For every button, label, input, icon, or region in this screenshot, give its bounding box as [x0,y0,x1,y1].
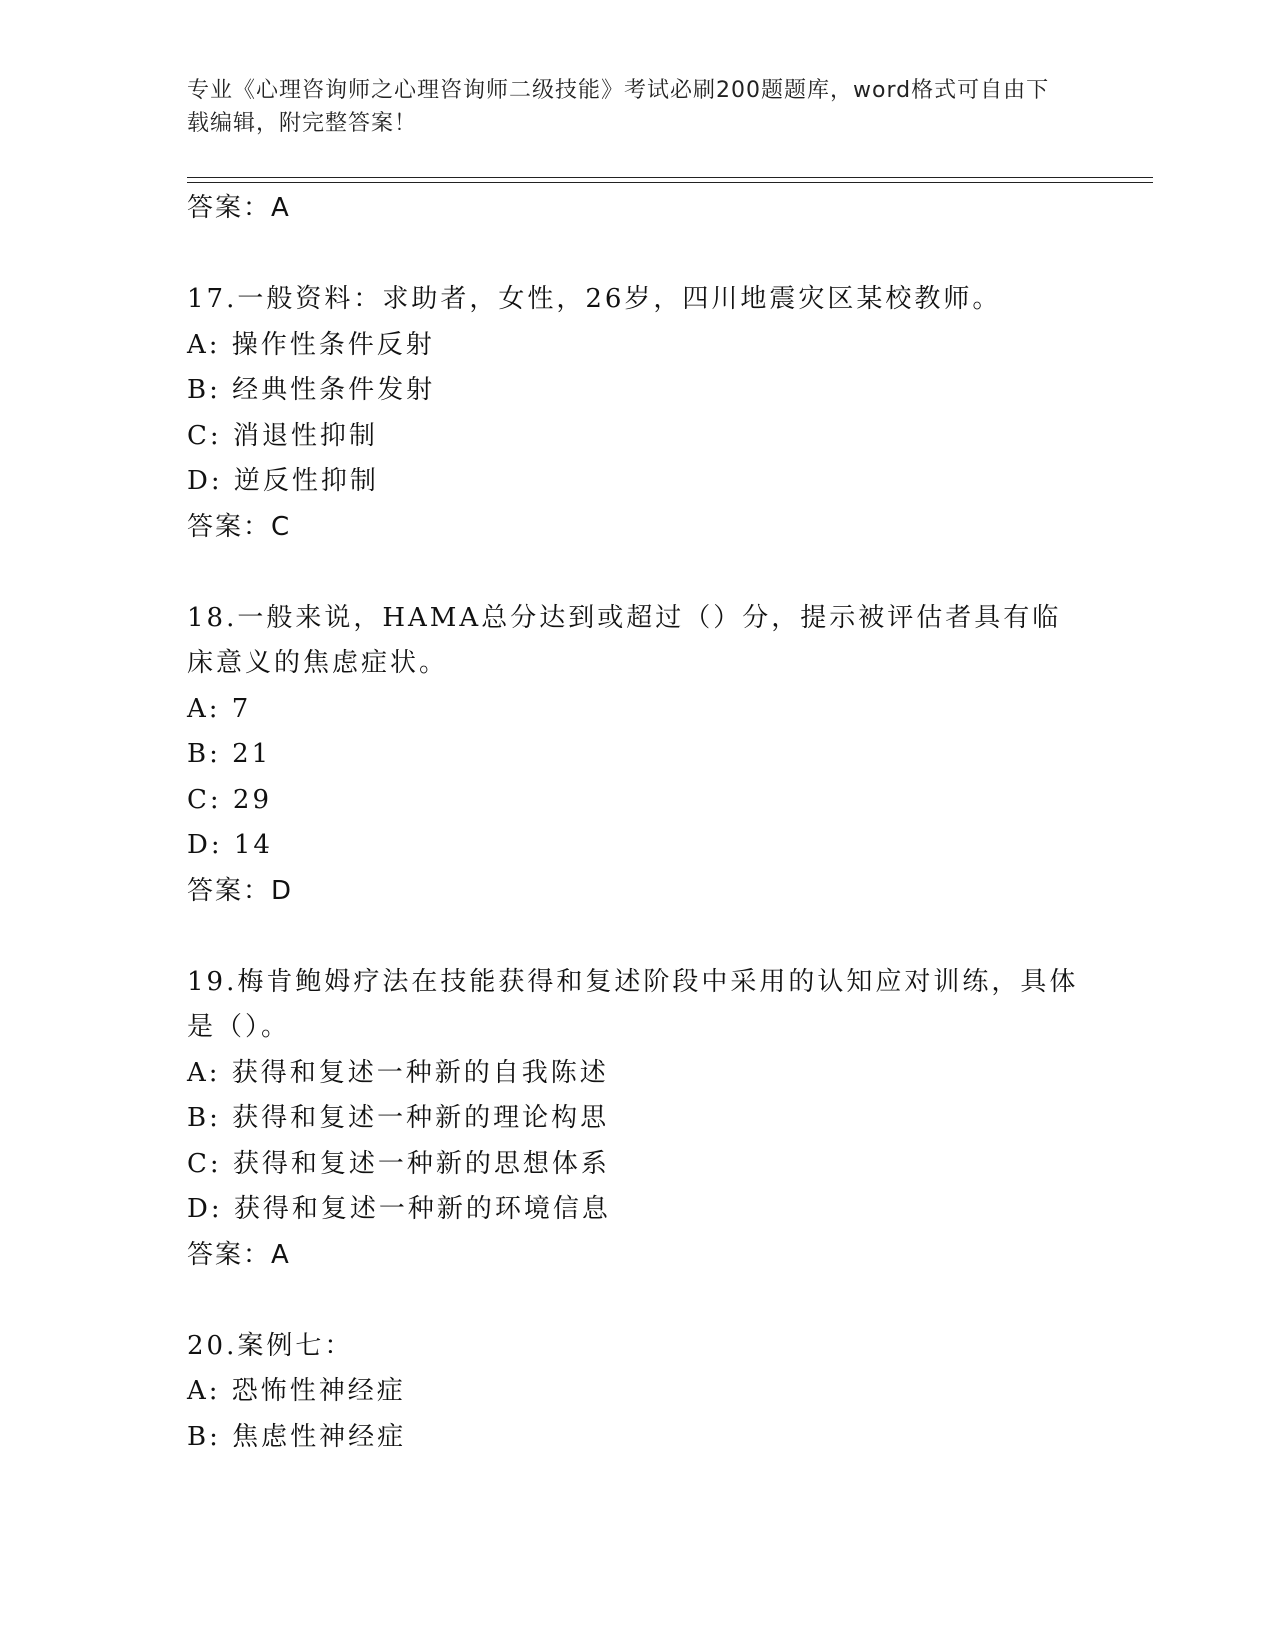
option-b: B: 经典性条件发射 [187,375,436,405]
question-20 [187,1324,1087,1461]
spacer [187,1278,1087,1324]
question-stem: 19.梅肯鲍姆疗法在技能获得和复述阶段中采用的认知应对训练，具体是（）。 [187,966,1079,1042]
question-answer: 答案：A [187,1239,291,1270]
question-19 [187,960,1087,1279]
option-b: B: 获得和复述一种新的理论构思 [187,1103,610,1133]
option-d: D: 14 [187,830,273,860]
question-list [187,186,1087,1460]
spacer [187,550,1087,596]
question-18 [187,596,1087,915]
option-b: B: 21 [187,739,272,769]
previous-answer: 答案：A [187,193,291,223]
spacer [187,914,1087,960]
option-c: C: 获得和复述一种新的思想体系 [187,1148,610,1179]
header-rule-bottom [187,182,1153,183]
option-c: C: 消退性抑制 [187,420,378,451]
option-b: B: 焦虑性神经症 [187,1421,407,1452]
question-stem: 18.一般来说，HAMA总分达到或超过（）分，提示被评估者具有临床意义的焦虑症状。 [187,602,1062,678]
option-d: D: 逆反性抑制 [187,466,379,496]
header-rule-top [187,177,1153,178]
option-a: A: 获得和复述一种新的自我陈述 [187,1057,609,1088]
spacer [187,232,1087,278]
option-a: A: 7 [187,693,252,724]
option-d: D: 获得和复述一种新的环境信息 [187,1194,611,1224]
option-a: A: 恐怖性神经症 [187,1376,406,1406]
page-header: 专业《心理咨询师之心理咨询师二级技能》考试必刷200题题库，word格式可自由下载编辑，附完整答案！ [187,78,1050,136]
question-17 [187,277,1087,550]
option-a: A: 操作性条件反射 [187,329,435,360]
option-c: C: 29 [187,784,273,815]
question-stem: 17.一般资料：求助者，女性，26岁，四川地震灾区某校教师。 [187,284,1002,314]
question-answer: 答案：D [187,875,294,906]
question-stem: 20.案例七： [187,1330,354,1361]
question-answer: 答案：C [187,511,292,542]
